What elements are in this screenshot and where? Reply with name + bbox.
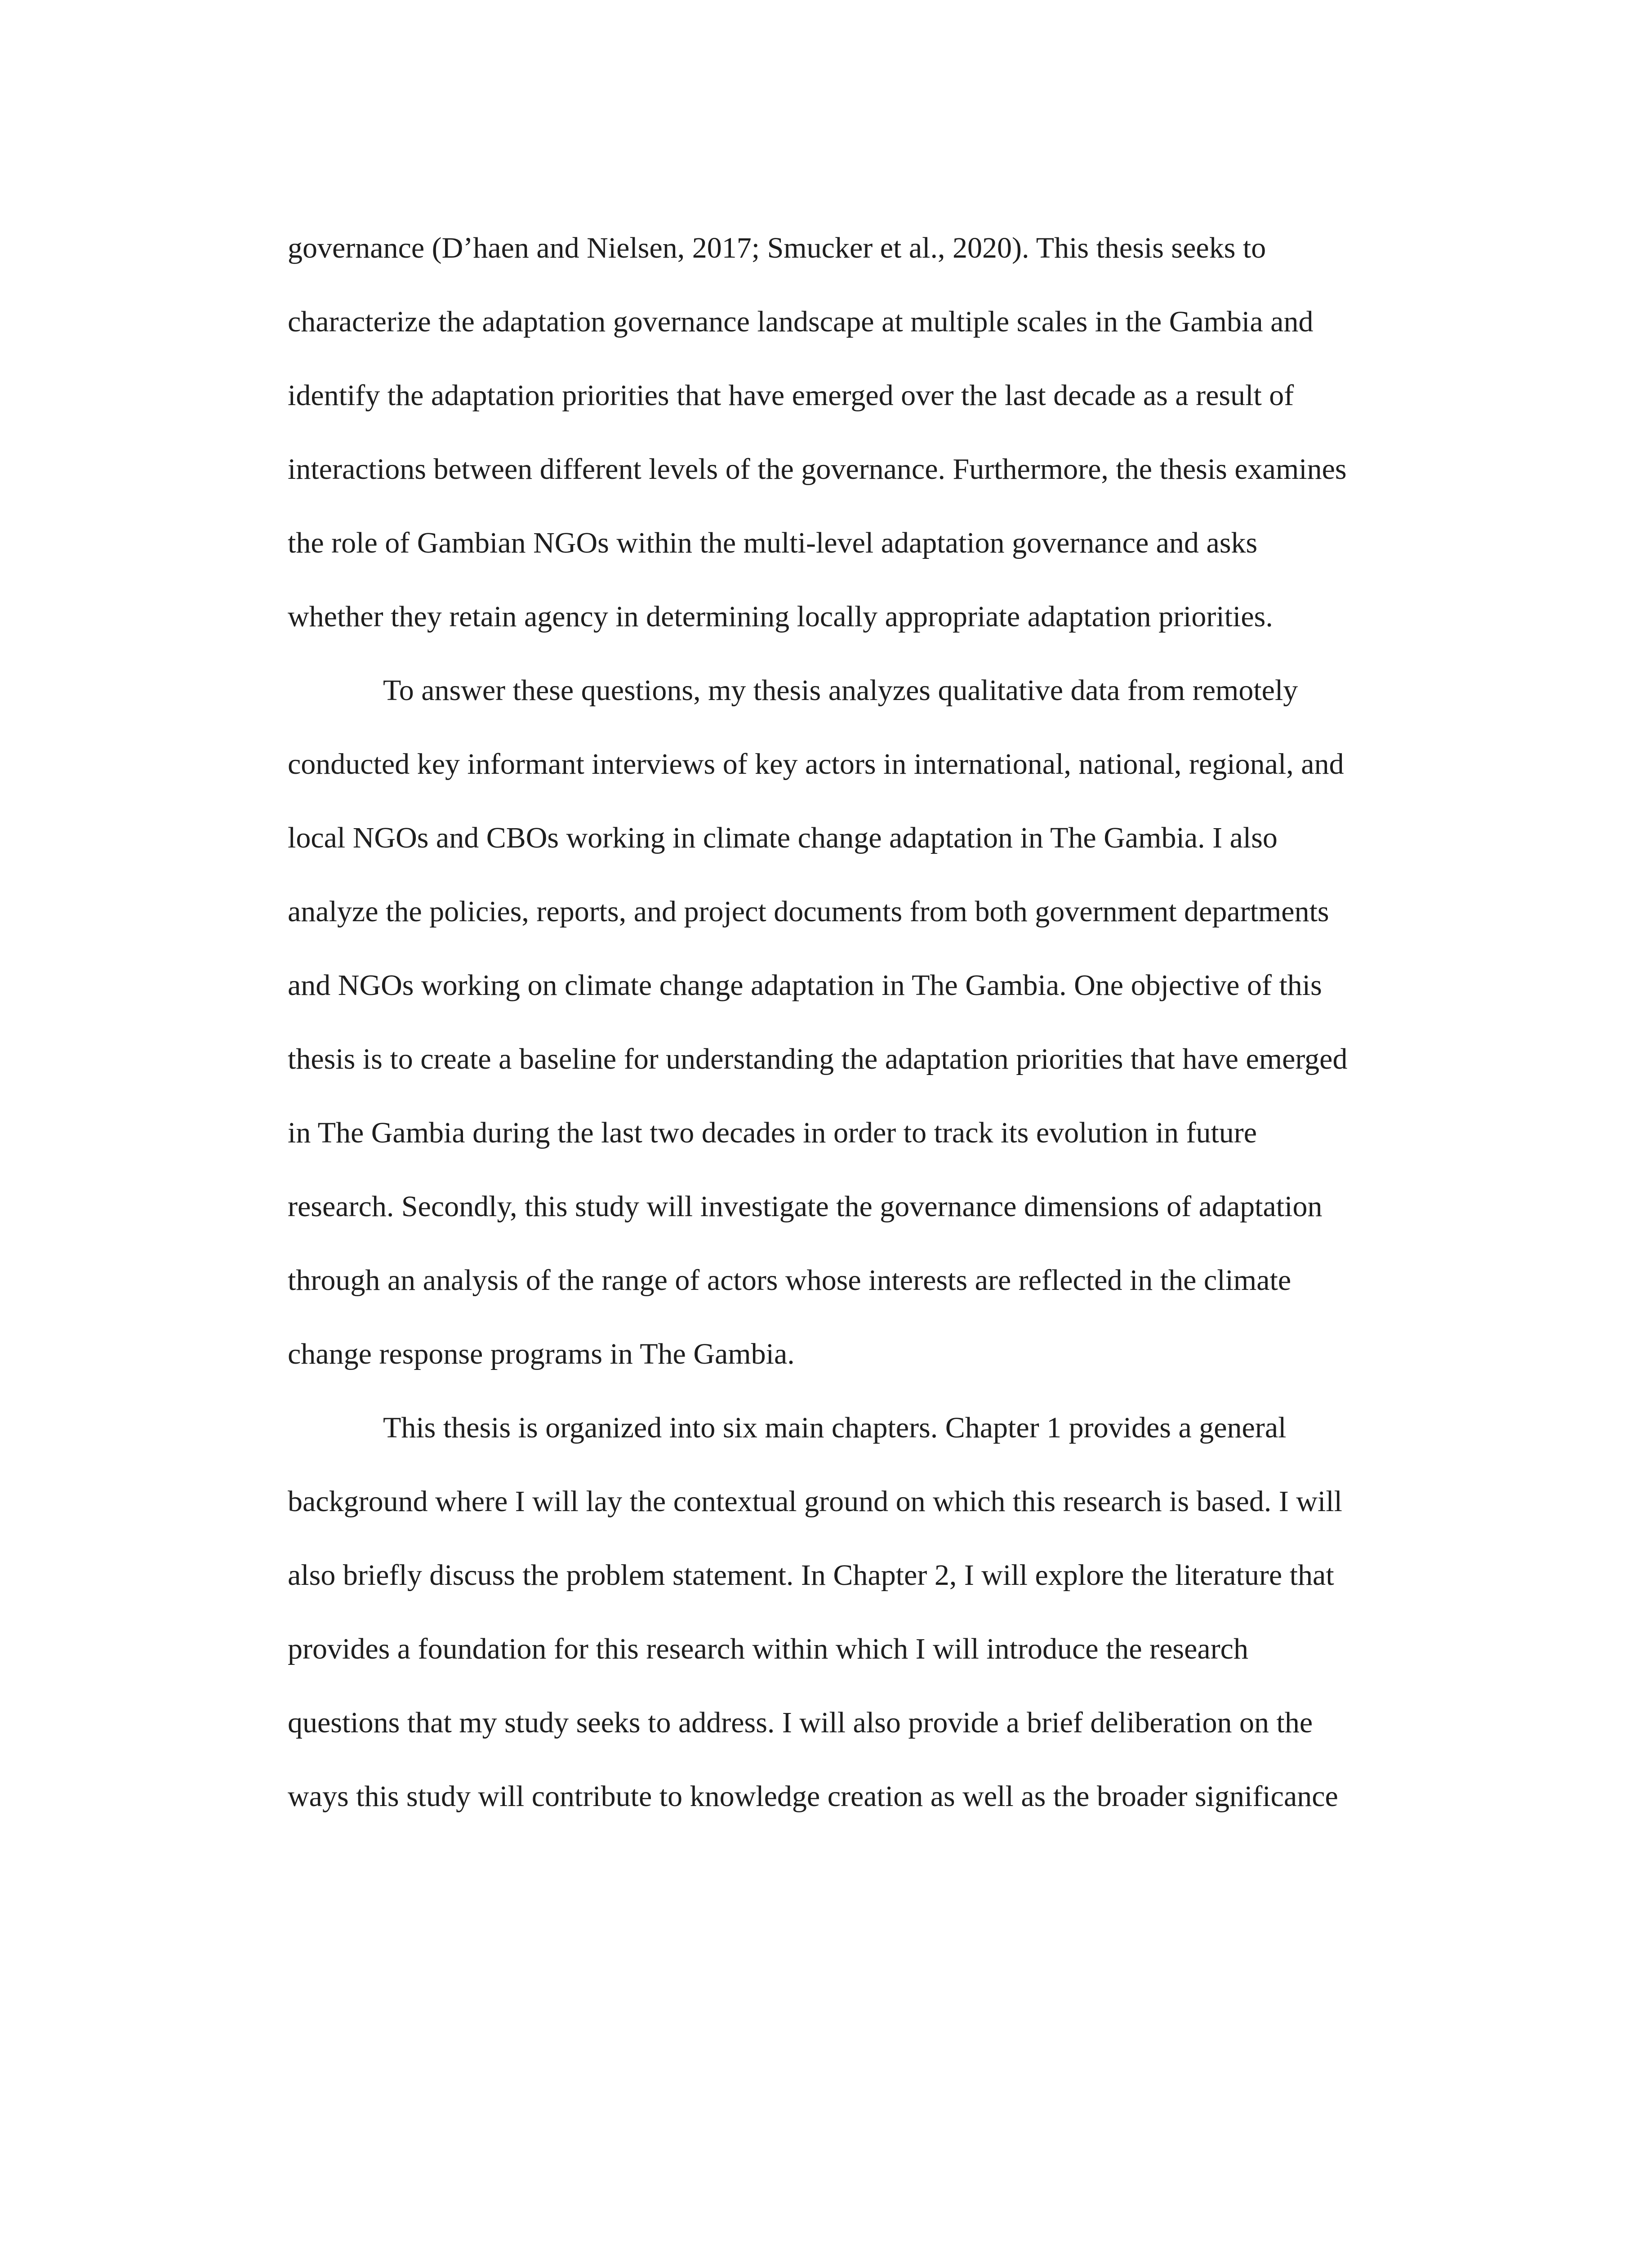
text-line: governance (D’haen and Nielsen, 2017; Smucker et al., 2020). This thesis seeks to — [288, 232, 1266, 264]
text-line: in The Gambia during the last two decades in order to track its evolution in future — [288, 1116, 1257, 1149]
text-line: thesis is to create a baseline for understanding the adaptation priorities that have emerged — [288, 1043, 1348, 1075]
text-line: local NGOs and CBOs working in climate change adaptation in The Gambia. I also — [288, 821, 1278, 854]
text-line: also briefly discuss the problem statement. In Chapter 2, I will explore the literature that — [288, 1559, 1334, 1592]
paragraph-first-line: This thesis is organized into six main chapters. Chapter 1 provides a general — [383, 1411, 1287, 1444]
text-line: identify the adaptation priorities that have emerged over the last decade as a result of — [288, 379, 1294, 412]
text-line: change response programs in The Gambia. — [288, 1338, 795, 1370]
text-line: interactions between different levels of the governance. Furthermore, the thesis examines — [288, 453, 1347, 486]
text-line: through an analysis of the range of actors whose interests are reflected in the climate — [288, 1264, 1291, 1297]
text-line: analyze the policies, reports, and project documents from both government departments — [288, 895, 1329, 928]
text-line: research. Secondly, this study will investigate the governance dimensions of adaptation — [288, 1190, 1322, 1223]
paragraph-first-line: To answer these questions, my thesis analyzes qualitative data from remotely — [383, 674, 1298, 707]
text-line: conducted key informant interviews of key actors in international, national, regional, and — [288, 748, 1344, 781]
text-line: characterize the adaptation governance landscape at multiple scales in the Gambia and — [288, 305, 1314, 338]
text-line: and NGOs working on climate change adaptation in The Gambia. One objective of this — [288, 969, 1322, 1002]
text-line: ways this study will contribute to knowledge creation as well as the broader significance — [288, 1780, 1338, 1813]
text-line: questions that my study seeks to address. I will also provide a brief deliberation on the — [288, 1706, 1313, 1739]
text-line: whether they retain agency in determining locally appropriate adaptation priorities. — [288, 600, 1273, 633]
text-line: provides a foundation for this research within which I will introduce the research — [288, 1632, 1248, 1665]
text-line: the role of Gambian NGOs within the multi-level adaptation governance and asks — [288, 526, 1258, 559]
text-line: background where I will lay the contextual ground on which this research is based. I will — [288, 1485, 1342, 1518]
